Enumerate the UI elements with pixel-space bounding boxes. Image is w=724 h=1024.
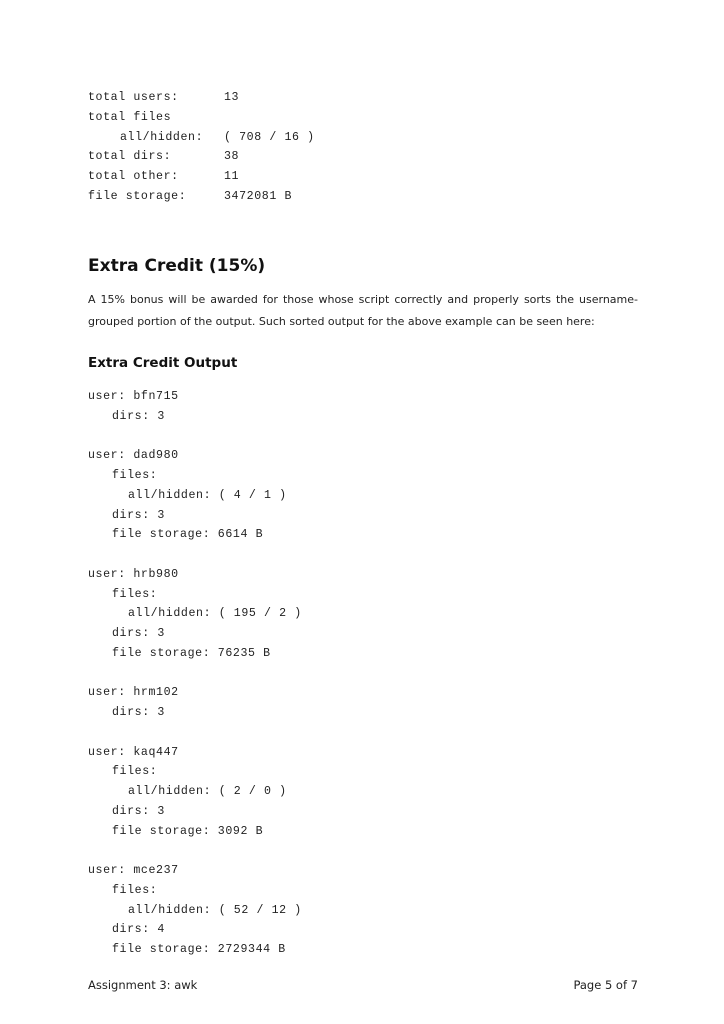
total-other-line: [88, 167, 315, 187]
footer-document-title: Assignment 3: awk: [88, 978, 198, 992]
file-storage-value: 3472081 B: [224, 189, 293, 203]
user-file-storage: file storage: 76235 B: [112, 646, 271, 660]
user-dirs: dirs: 3: [112, 409, 165, 423]
file-storage-line: [88, 187, 315, 207]
totals-summary: [88, 88, 315, 207]
user-all-hidden: all/hidden: ( 2 / 0 ): [128, 785, 287, 798]
total-users-value: 13: [224, 91, 240, 104]
user-files: files:: [112, 883, 158, 897]
total-users-label: total users:: [88, 91, 179, 104]
user-dirs: dirs: 3: [112, 508, 165, 522]
footer-page-number: Page 5 of 7: [573, 978, 638, 992]
subsection-title: Extra Credit Output: [88, 355, 238, 371]
total-dirs-label: total dirs:: [88, 150, 172, 164]
user-dirs: dirs: 3: [112, 627, 165, 640]
user-file-storage: file storage: 6614 B: [112, 528, 264, 542]
total-users-line: [88, 88, 315, 108]
file-storage-label: file storage:: [88, 189, 187, 203]
total-dirs-line: [88, 147, 315, 167]
all-hidden-value: ( 708 / 16 ): [224, 130, 315, 144]
user-header: user: bfn715: [88, 390, 179, 403]
total-other-label: total other:: [88, 170, 179, 183]
section-paragraph: A 15% bonus will be awarded for those whose script correctly and properly sorts the username-grouped portion of the output. Such sorted output for the above example can be seen here:: [88, 293, 638, 328]
user-header: user: mce237: [88, 864, 179, 877]
user-file-storage: file storage: 2729344 B: [112, 943, 286, 956]
total-dirs-value: 38: [224, 150, 240, 164]
total-files-line: [88, 108, 315, 128]
section-title: Extra Credit (15%): [88, 256, 266, 276]
user-all-hidden: all/hidden: ( 4 / 1 ): [128, 488, 287, 502]
user-header: user: hrb980: [88, 567, 179, 581]
user-all-hidden: all/hidden: ( 195 / 2 ): [128, 607, 302, 621]
page-footer: [88, 978, 638, 992]
user-files: files:: [112, 765, 158, 779]
user-dirs: dirs: 4: [112, 923, 165, 937]
user-file-storage: file storage: 3092 B: [112, 824, 264, 838]
user-files: files:: [112, 587, 158, 601]
user-all-hidden: all/hidden: ( 52 / 12 ): [128, 903, 302, 917]
user-dirs: dirs: 3: [112, 804, 165, 818]
user-dirs: dirs: 3: [112, 706, 165, 719]
extra-credit-output: [88, 387, 302, 960]
user-header: user: kaq447: [88, 745, 179, 759]
all-hidden-label: all/hidden:: [120, 130, 204, 144]
user-header: user: dad980: [88, 449, 179, 463]
total-files-label: total files: [88, 110, 172, 124]
all-hidden-line: [88, 128, 315, 148]
total-other-value: 11: [224, 170, 240, 183]
user-files: files:: [112, 469, 158, 482]
user-header: user: hrm102: [88, 686, 179, 700]
